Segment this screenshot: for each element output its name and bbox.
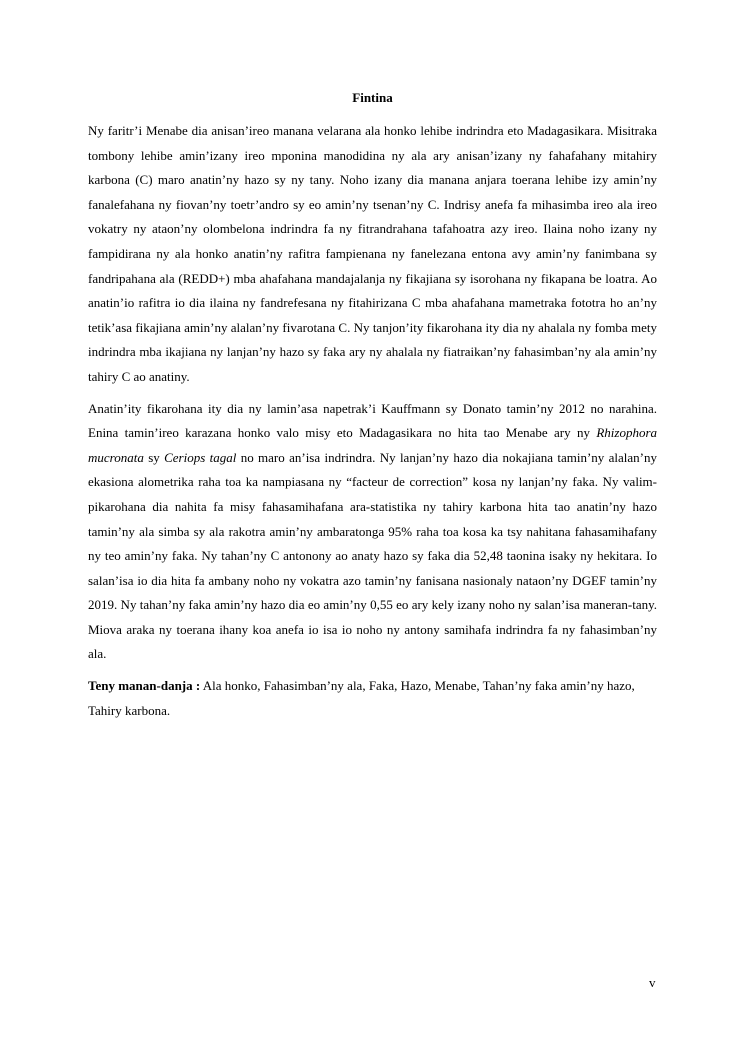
species-name-ceriops: Ceriops tagal (164, 449, 237, 465)
page-number: v (649, 975, 656, 990)
species-name-rhizophora: Rhizophora mucronata (88, 425, 657, 465)
abstract-paragraph-2 (88, 397, 657, 668)
abstract-body (88, 119, 657, 730)
keywords-line (88, 674, 657, 723)
paragraph-2-text-3: no maro an’isa indrindra. Ny lanjan’ny hazo dia nokajiana tamin’ny alalan’ny ekasiona alometrika raha toa ka nampiasana ny “facteur de correction” kosa ny lanjan’ny faka. Ny valim-pikarohana dia nahita fa misy fahasamihafana ara-statistika ny tahiry karbona hita tao anatin’ny hazo tamin’ny ala simba sy ala rakotra amin’ny ambaratonga 95% raha toa kosa ka tsy nahitana fahasamihafany ny teo amin’ny faka. Ny tahan’ny C antonony ao anaty hazo sy faka dia 52,48 taonina isaky ny hekitara. Io salan’isa io dia hita fa ambany noho ny vokatra azo tamin’ny fanisana nasionaly nataon’ny DGEF tamin’ny 2019. Ny tahan’ny faka amin’ny hazo dia eo amin’ny 0,55 eo ary kely izany noho ny salan’isa maneran-tany. Miova araka ny toerana ihany koa anefa io isa io noho ny antony samihafa indrindra fa ny fahasimban’ny ala. (88, 449, 658, 662)
keywords-label: Teny manan-danja : (88, 678, 201, 694)
abstract-paragraph-1: Ny faritr’i Menabe dia anisan’ireo manana velarana ala honko lehibe indrindra eto Madagasikara. Misitraka tombony lehibe amin’izany ireo mponina manodidina ny ala ary anisan’izany ny fahafahany mitahiry karbona (C) maro anatin’ny hazo sy ny tany. Noho izany dia manana anjara toerana lehibe izy amin’ny fanalefahana ny fiovan’ny toetr’andro sy eo amin’ny tsenan’ny C. Indrisy anefa fa mihasimba ireo ala ireo vokatry ny ataon’ny olombelona indrindra fa ny fitrandrahana tafahoatra azy ireo. Ilaina noho izany ny fampidirana ny ala honko anatin’ny rafitra fampienana ny fanelezana entona avy amin’ny fanimbana sy fandripahana ala (REDD+) mba ahafahana mandajalanja ny fikajiana sy isorohana ny fikapana be loatra. Ao anatin’io rafitra io dia ilaina ny fandrefesana ny fitahirizana C mba ahafahana mametraka fototra ho an’ny tetik’asa fikajiana amin’ny alalan’ny fivarotana C. Ny tanjon’ity fikarohana ity dia ny ahalala ny fomba mety indrindra mba ikajiana ny lanjan’ny hazo sy faka ary ny ahalala ny fiatraikan’ny fahasimban’ny ala amin’ny tahiry C ao anatiny. (88, 123, 657, 384)
keywords-text: Ala honko, Fahasimban’ny ala, Faka, Hazo, Menabe, Tahan’ny faka amin’ny hazo, Tahiry karbona. (88, 678, 635, 718)
page-title: Fintina (352, 90, 393, 105)
paragraph-2-text-1: Anatin’ity fikarohana ity dia ny lamin’asa napetrak’i Kauffmann sy Donato tamin’ny 2012 no narahina. Enina tamin’ireo karazana honko valo misy eto Madagasikara no hita tao Menabe ary ny (88, 400, 657, 441)
paragraph-2-text-2: sy (143, 449, 165, 465)
